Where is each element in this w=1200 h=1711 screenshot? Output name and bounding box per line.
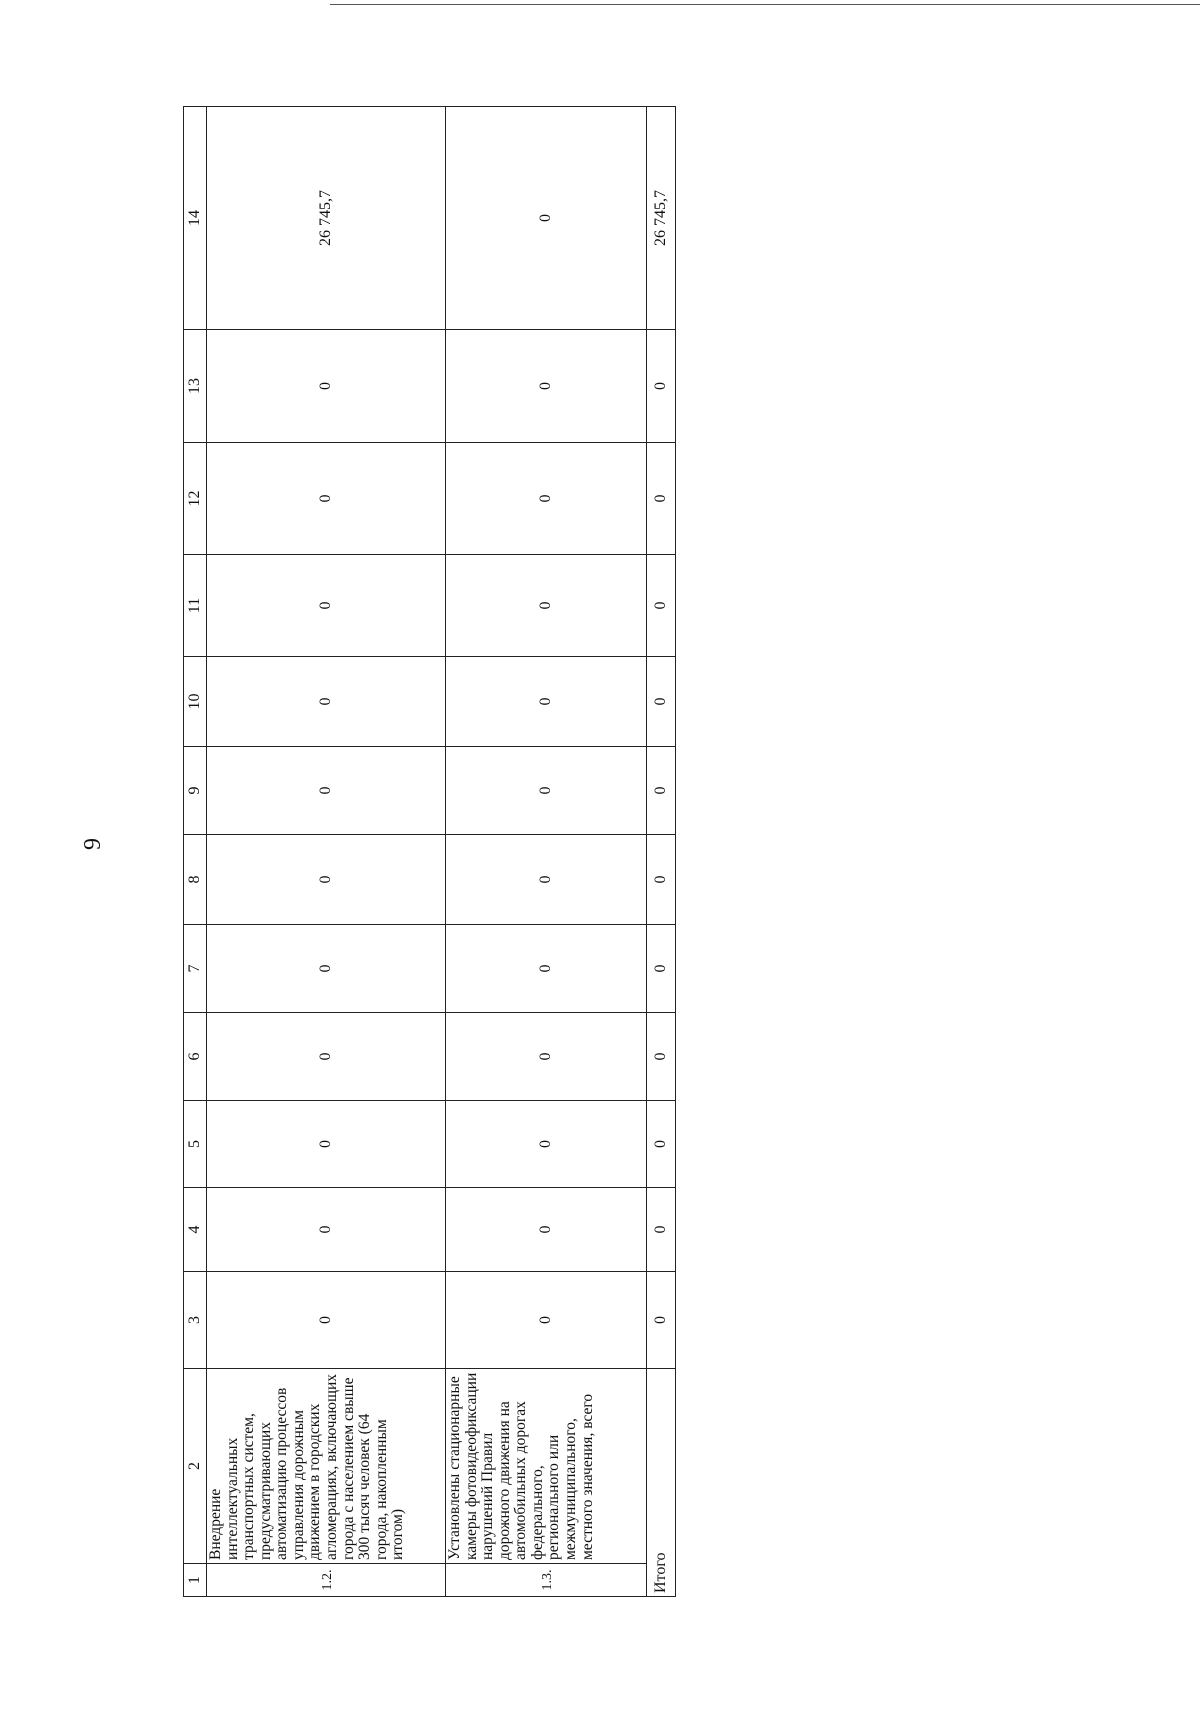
value-cell: 26 745,7 — [207, 107, 446, 330]
header-cell: 10 — [184, 657, 207, 747]
value-cell: 0 — [446, 1013, 647, 1101]
value-cell: 0 — [207, 1013, 446, 1101]
header-row — [184, 107, 207, 1597]
top-rule — [330, 4, 1200, 5]
header-cell: 9 — [184, 747, 207, 835]
row-description: Установлены стационарные камеры фотовидеофиксации нарушений Правил дорожного движения на автомобильных дорогах федерального, регионального или межмуниципального, местного значения, всего — [446, 1369, 647, 1564]
header-cell: 13 — [184, 330, 207, 443]
total-value-cell: 0 — [647, 835, 676, 925]
row-number: 1.2. — [207, 1564, 446, 1597]
value-cell: 0 — [446, 1188, 647, 1272]
value-cell: 0 — [446, 835, 647, 925]
header-cell: 12 — [184, 443, 207, 555]
value-cell: 0 — [207, 1101, 446, 1188]
header-cell: 8 — [184, 835, 207, 925]
table-row — [207, 107, 446, 1597]
value-cell: 0 — [446, 747, 647, 835]
header-cell: 11 — [184, 555, 207, 657]
total-value-cell: 0 — [647, 443, 676, 555]
header-cell: 4 — [184, 1188, 207, 1272]
header-cell: 7 — [184, 925, 207, 1013]
value-cell: 0 — [446, 657, 647, 747]
total-label: Итого — [647, 1369, 676, 1597]
total-value-cell: 0 — [647, 747, 676, 835]
data-table — [183, 106, 676, 1597]
value-cell: 0 — [207, 1188, 446, 1272]
row-description: Внедрение интеллектуальных транспортных систем, предусматривающих автоматизацию процессов управления дорожным движением в городских агломерациях, включающих города с населением свыше 300 тысяч человек (64 города, накопленным итогом) — [207, 1369, 446, 1564]
value-cell: 0 — [207, 1272, 446, 1369]
total-value-cell: 0 — [647, 1101, 676, 1188]
value-cell: 0 — [207, 555, 446, 657]
value-cell: 0 — [446, 443, 647, 555]
value-cell: 0 — [207, 657, 446, 747]
total-value-cell: 0 — [647, 330, 676, 443]
value-cell: 0 — [446, 555, 647, 657]
table-row — [446, 107, 647, 1597]
header-cell: 3 — [184, 1272, 207, 1369]
total-row — [647, 107, 676, 1597]
page-number: 9 — [80, 838, 106, 850]
total-value-cell: 26 745,7 — [647, 107, 676, 330]
header-cell: 1 — [184, 1564, 207, 1597]
total-value-cell: 0 — [647, 555, 676, 657]
header-cell: 14 — [184, 107, 207, 330]
total-value-cell: 0 — [647, 1013, 676, 1101]
header-cell: 5 — [184, 1101, 207, 1188]
value-cell: 0 — [207, 443, 446, 555]
value-cell: 0 — [446, 1272, 647, 1369]
value-cell: 0 — [207, 925, 446, 1013]
header-cell: 6 — [184, 1013, 207, 1101]
total-value-cell: 0 — [647, 1188, 676, 1272]
value-cell: 0 — [446, 107, 647, 330]
row-number: 1.3. — [446, 1564, 647, 1597]
value-cell: 0 — [207, 330, 446, 443]
value-cell: 0 — [446, 1101, 647, 1188]
rotated-table-container — [183, 107, 670, 1597]
value-cell: 0 — [207, 747, 446, 835]
total-value-cell: 0 — [647, 925, 676, 1013]
value-cell: 0 — [446, 330, 647, 443]
total-value-cell: 0 — [647, 1272, 676, 1369]
header-cell: 2 — [184, 1369, 207, 1564]
value-cell: 0 — [207, 835, 446, 925]
value-cell: 0 — [446, 925, 647, 1013]
total-value-cell: 0 — [647, 657, 676, 747]
